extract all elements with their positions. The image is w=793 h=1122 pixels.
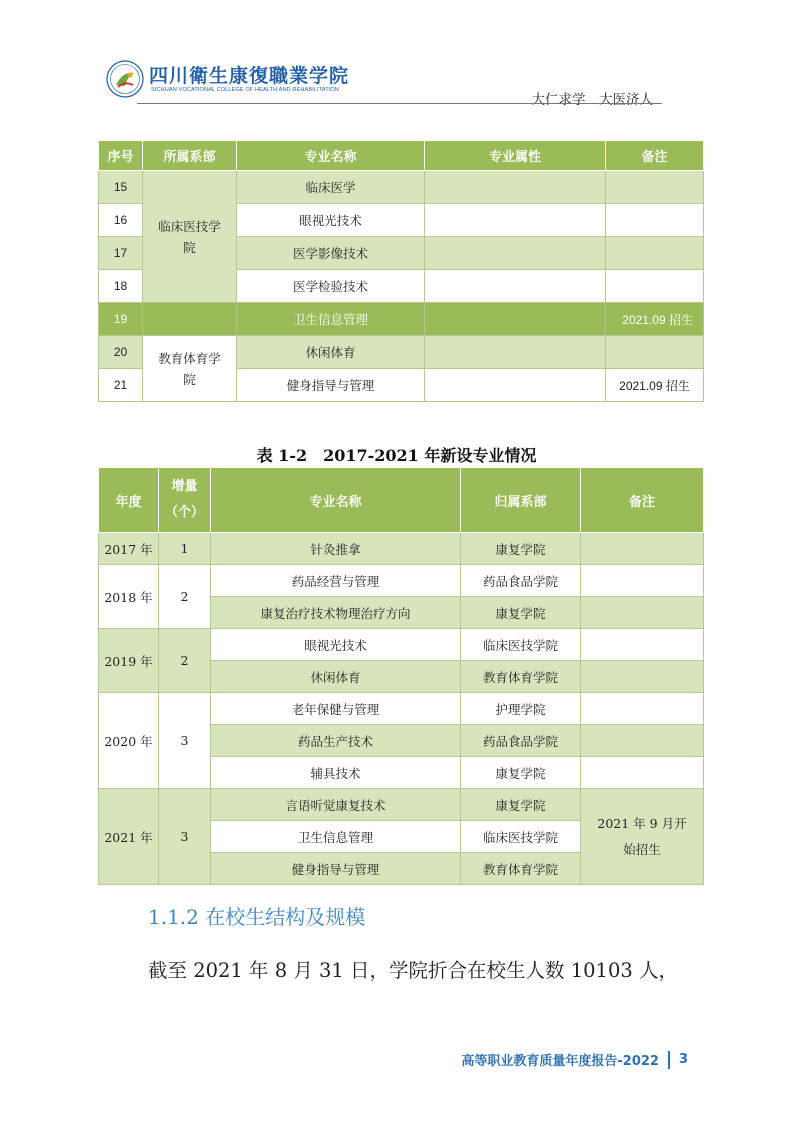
major-name: 休闲体育 (211, 661, 461, 693)
header-divider (137, 103, 662, 104)
major-note (606, 204, 704, 237)
major-name: 眼视光技术 (237, 204, 425, 237)
count-cell: 1 (159, 533, 211, 565)
col-header-dept: 所属系部 (143, 141, 237, 171)
college-motto: 大仁求学 大医济人 (531, 92, 653, 108)
major-name: 辅具技术 (211, 757, 461, 789)
page-number: 3 (678, 1052, 688, 1067)
body-paragraph: 截至 2021 年 8 月 31 日，学院折合在校生人数 10103 人， (148, 959, 678, 982)
report-title: 高等职业教育质量年度报告-2022 (461, 1054, 659, 1069)
major-dept: 康复学院 (461, 533, 581, 565)
major-note (581, 597, 704, 629)
row-no: 16 (99, 204, 143, 237)
major-name: 休闲体育 (237, 336, 425, 369)
major-name: 康复治疗技术物理治疗方向 (211, 597, 461, 629)
major-name: 健身指导与管理 (237, 369, 425, 402)
major-note: 2021.09 招生 (606, 369, 704, 402)
year-cell: 2020 年 (99, 693, 159, 789)
year-cell: 2021 年 (99, 789, 159, 885)
count-cell: 3 (159, 693, 211, 789)
major-note (581, 693, 704, 725)
year-cell: 2018 年 (99, 565, 159, 629)
major-name: 卫生信息管理 (237, 303, 425, 336)
col-header-year: 年度 (99, 468, 159, 533)
page-header (105, 55, 665, 107)
major-dept: 康复学院 (461, 597, 581, 629)
col-header-name: 专业名称 (237, 141, 425, 171)
table-row (99, 336, 704, 369)
major-note (581, 533, 704, 565)
table-row (99, 533, 704, 565)
table-row (99, 693, 704, 725)
row-no: 15 (99, 171, 143, 204)
increase-unit: （个） (164, 505, 204, 520)
major-attr (425, 336, 606, 369)
col-header-name: 专业名称 (211, 468, 461, 533)
dept-sports: 教育体育学院 (158, 350, 221, 387)
major-note (581, 661, 704, 693)
dept-clinical: 临床医技学院 (158, 218, 221, 255)
table-row (99, 171, 704, 204)
major-note (581, 629, 704, 661)
row-no: 17 (99, 237, 143, 270)
table-row (99, 565, 704, 597)
increase-label: 增量 (171, 479, 198, 494)
major-attr (425, 369, 606, 402)
major-name: 医学影像技术 (237, 237, 425, 270)
major-note: 2021.09 招生 (606, 303, 704, 336)
major-dept: 临床医技学院 (461, 821, 581, 853)
major-note (581, 757, 704, 789)
row-no: 20 (99, 336, 143, 369)
new-majors-table (98, 467, 704, 885)
major-dept: 教育体育学院 (461, 661, 581, 693)
major-attr (425, 171, 606, 204)
major-attr (425, 204, 606, 237)
table-row (99, 629, 704, 661)
major-dept: 药品食品学院 (461, 725, 581, 757)
dept-cell-empty (143, 303, 237, 336)
college-name-cn: 四川衛生康復職業学院 (149, 65, 350, 87)
major-note (581, 789, 704, 885)
col-header-increase (159, 468, 211, 533)
table-row-highlight (99, 303, 704, 336)
major-dept: 护理学院 (461, 693, 581, 725)
major-name: 药品生产技术 (211, 725, 461, 757)
footer-divider (668, 1051, 670, 1069)
major-name: 老年保健与管理 (211, 693, 461, 725)
college-logo-icon (105, 59, 145, 99)
row-no: 21 (99, 369, 143, 402)
major-note (606, 171, 704, 204)
row-no: 18 (99, 270, 143, 303)
major-name: 临床医学 (237, 171, 425, 204)
major-name: 健身指导与管理 (211, 853, 461, 885)
major-attr (425, 270, 606, 303)
major-note (581, 565, 704, 597)
col-header-note: 备注 (606, 141, 704, 171)
major-dept: 药品食品学院 (461, 565, 581, 597)
count-cell: 3 (159, 789, 211, 885)
col-header-note: 备注 (581, 468, 704, 533)
col-header-dept: 归属系部 (461, 468, 581, 533)
major-attr (425, 237, 606, 270)
count-cell: 2 (159, 565, 211, 629)
dept-cell (143, 171, 237, 303)
row-no: 19 (99, 303, 143, 336)
note-text: 2021 年 9 月开始招生 (597, 815, 687, 857)
year-cell: 2019 年 (99, 629, 159, 693)
majors-table (98, 140, 704, 402)
year-cell: 2017 年 (99, 533, 159, 565)
major-note (606, 336, 704, 369)
major-note (606, 237, 704, 270)
major-attr (425, 303, 606, 336)
major-name: 医学检验技术 (237, 270, 425, 303)
major-dept: 教育体育学院 (461, 853, 581, 885)
major-name: 卫生信息管理 (211, 821, 461, 853)
major-name: 眼视光技术 (211, 629, 461, 661)
section-heading: 1.1.2 在校生结构及规模 (148, 905, 366, 929)
college-name-en: SICHUAN VOCATIONAL COLLEGE OF HEALTH AND REHABILITATION (151, 87, 339, 93)
major-dept: 临床医技学院 (461, 629, 581, 661)
dept-cell (143, 336, 237, 402)
major-dept: 康复学院 (461, 757, 581, 789)
table-caption: 表 1-2 2017-2021 年新设专业情况 (256, 446, 537, 465)
major-name: 针灸推拿 (211, 533, 461, 565)
count-cell: 2 (159, 629, 211, 693)
table-row (99, 789, 704, 821)
page-footer (461, 1050, 688, 1069)
major-name: 言语听觉康复技术 (211, 789, 461, 821)
col-header-no: 序号 (99, 141, 143, 171)
major-dept: 康复学院 (461, 789, 581, 821)
col-header-attr: 专业属性 (425, 141, 606, 171)
major-note (581, 725, 704, 757)
major-note (606, 270, 704, 303)
major-name: 药品经营与管理 (211, 565, 461, 597)
